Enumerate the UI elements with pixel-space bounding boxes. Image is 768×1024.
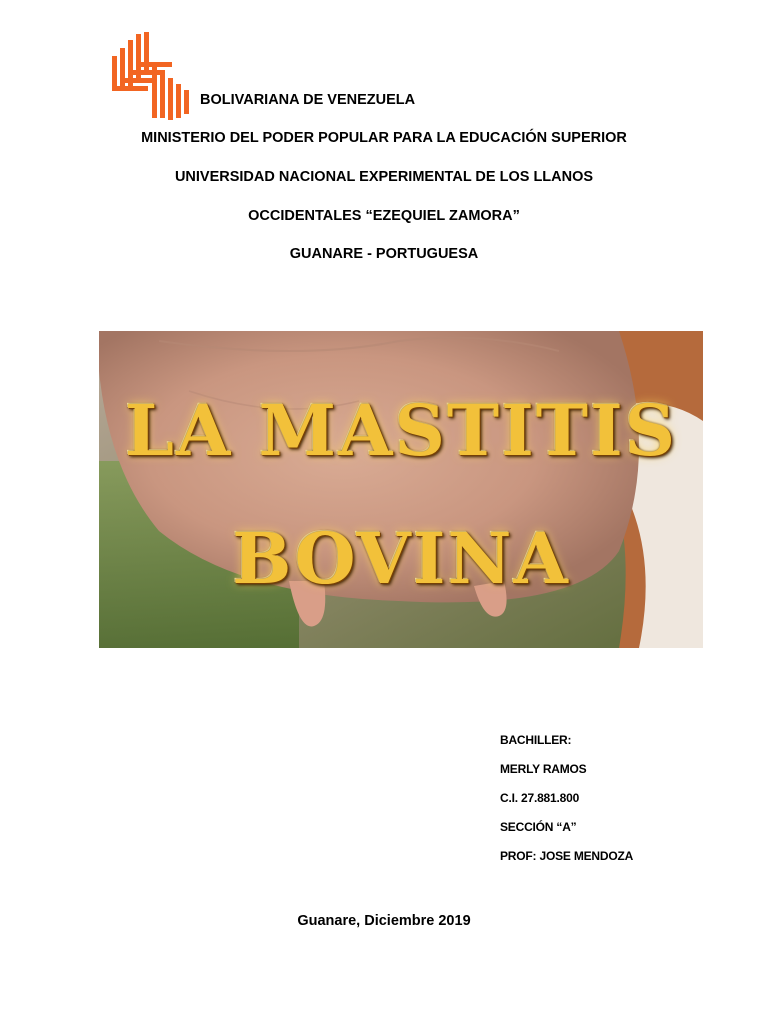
student-id: C.I. 27.881.800 bbox=[500, 791, 580, 805]
header-line-university-name: OCCIDENTALES “EZEQUIEL ZAMORA” bbox=[248, 208, 520, 224]
student-label: BACHILLER: bbox=[500, 733, 572, 747]
university-logo bbox=[108, 26, 196, 122]
cover-image bbox=[99, 331, 703, 648]
cover-title-line1: LA MASTITIS bbox=[124, 389, 678, 472]
header-line-university: UNIVERSIDAD NACIONAL EXPERIMENTAL DE LOS LLANOS bbox=[174, 169, 594, 185]
student-name: MERLY RAMOS bbox=[500, 762, 587, 776]
professor-name: PROF: JOSE MENDOZA bbox=[500, 849, 634, 863]
header-line-ministry: MINISTERIO DEL PODER POPULAR PARA LA EDUCACIÓN SUPERIOR bbox=[141, 130, 627, 146]
header-line-city: GUANARE - PORTUGUESA bbox=[289, 246, 479, 262]
student-section: SECCIÓN “A” bbox=[500, 820, 577, 834]
cow-udder-photo bbox=[99, 331, 703, 648]
header-line-republic: BOLIVARIANA DE VENEZUELA bbox=[200, 92, 416, 108]
cover-title-line2: BOVINA bbox=[232, 517, 570, 600]
place-date: Guanare, Diciembre 2019 bbox=[297, 913, 471, 929]
